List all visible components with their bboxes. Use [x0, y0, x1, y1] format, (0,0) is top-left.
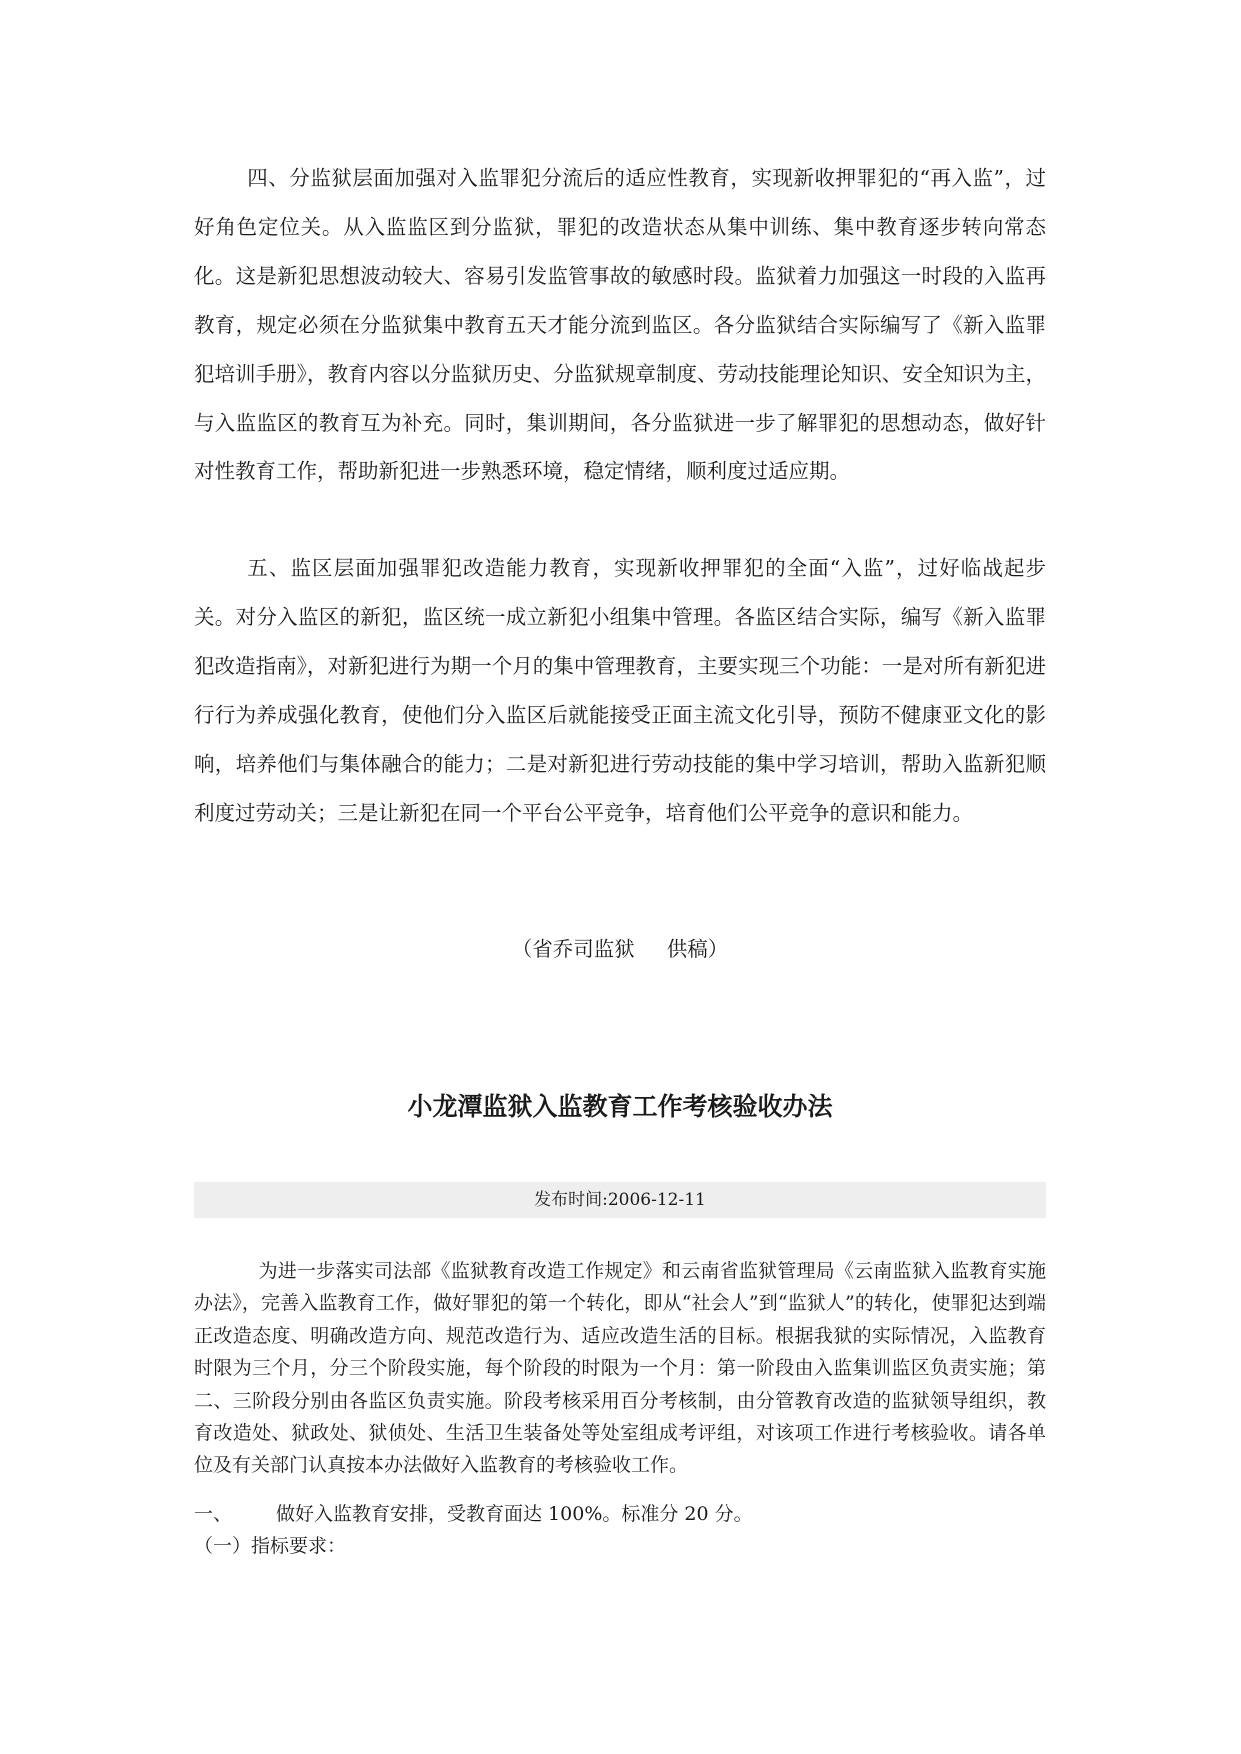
list-item-one	[194, 1498, 1046, 1530]
publish-date-bar	[194, 1182, 1046, 1218]
article-title: 小龙潭监狱入监教育工作考核验收办法	[407, 1092, 833, 1121]
publish-date: 发布时间:2006-12-11	[534, 1190, 706, 1210]
list-item-text: 做好入监教育安排，受教育面达 100%。标准分 20 分。	[276, 1503, 753, 1525]
article-intro-paragraph: 为进一步落实司法部《监狱教育改造工作规定》和云南省监狱管理局《云南监狱入监教育实施办法》，完善入监教育工作，做好罪犯的第一个转化，即从“社会人”到“监狱人”的转化，使罪犯达到端正改造态度、明确改造方向、规范改造行为、适应改造生活的目标。根据我狱的实际情况，入监教育时限为三个月，分三个阶段实施，每个阶段的时限为一个月：第一阶段由入监集训监区负责实施；第二、三阶段分别由各监区负责实施。阶段考核采用百分考核制，由分管教育改造的监狱领导组织，教育改造处、狱政处、狱侦处、生活卫生装备处等处室组成考评组，对该项工作进行考核验收。请各单位及有关部门认真按本办法做好入监教育的考核验收工作。	[194, 1260, 1046, 1477]
credit-source: （省乔司监狱	[511, 937, 635, 961]
sub-item-heading: （一）指标要求：	[194, 1535, 347, 1557]
credit-suffix: 供稿）	[666, 937, 729, 961]
paragraph-section-five: 五、监区层面加强罪犯改造能力教育，实现新收押罪犯的全面“入监”，过好临战起步关。对分入监区的新犯，监区统一成立新犯小组集中管理。各监区结合实际，编写《新入监罪犯改造指南》，对新犯进行为期一个月的集中管理教育，主要实现三个功能：一是对所有新犯进行行为养成强化教育，使他们分入监区后就能接受正面主流文化引导，预防不健康亚文化的影响，培养他们与集体融合的能力；二是对新犯进行劳动技能的集中学习培训，帮助入监新犯顺利度过劳动关；三是让新犯在同一个平台公平竞争，培育他们公平竞争的意识和能力。	[194, 556, 1046, 825]
source-credit	[194, 934, 1046, 964]
list-item-number: 一、	[194, 1503, 233, 1525]
paragraph-section-four: 四、分监狱层面加强对入监罪犯分流后的适应性教育，实现新收押罪犯的“再入监”，过好角色定位关。从入监监区到分监狱，罪犯的改造状态从集中训练、集中教育逐步转向常态化。这是新犯思想波动较大、容易引发监管事故的敏感时段。监狱着力加强这一时段的入监再教育，规定必须在分监狱集中教育五天才能分流到监区。各分监狱结合实际编写了《新入监罪犯培训手册》，教育内容以分监狱历史、分监狱规章制度、劳动技能理论知识、安全知识为主，与入监监区的教育互为补充。同时，集训期间，各分监狱进一步了解罪犯的思想动态，做好针对性教育工作，帮助新犯进一步熟悉环境，稳定情绪，顺利度过适应期。	[194, 166, 1046, 484]
